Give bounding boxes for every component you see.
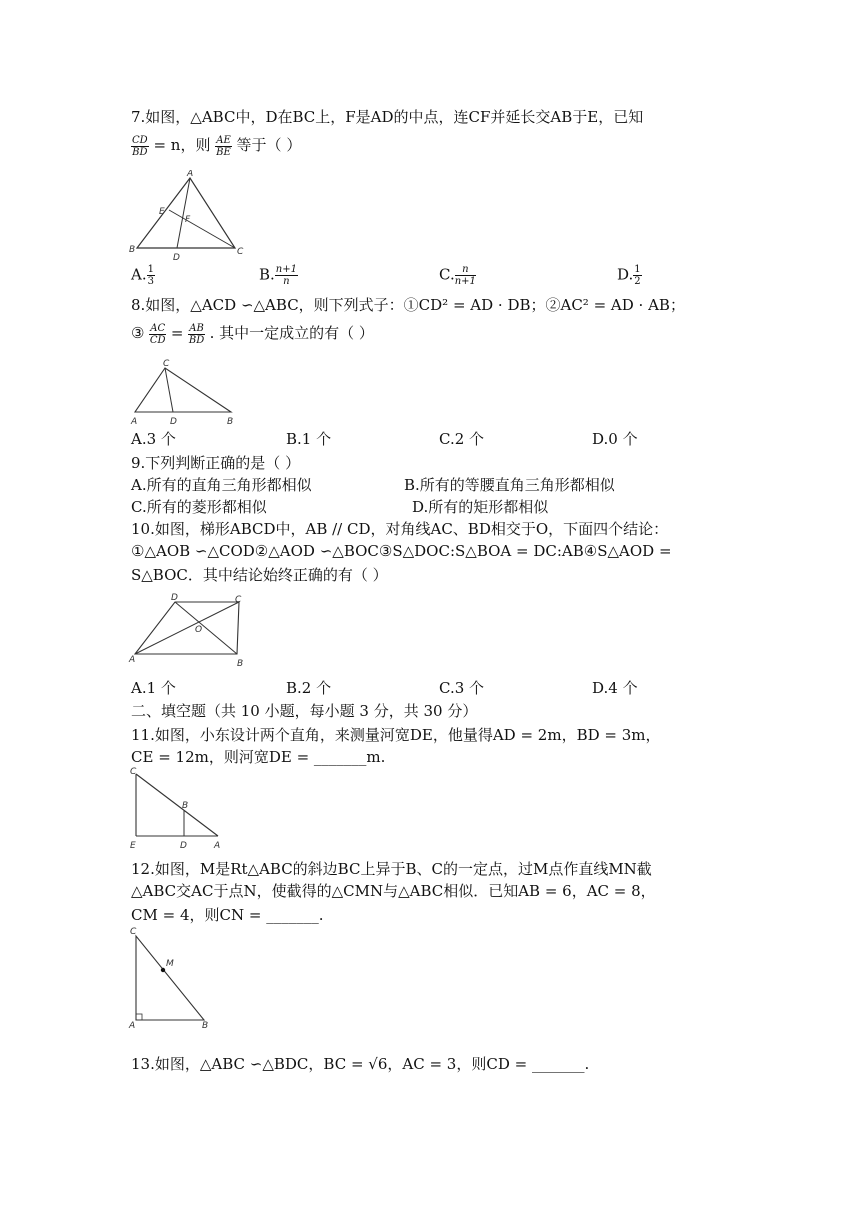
fraction-ab-bd: $\frac{AB}{BD}$ [188, 322, 205, 346]
q9-option-d: D.所有的矩形都相似 [412, 498, 549, 516]
q9-option-c: C.所有的菱形都相似 [131, 498, 267, 516]
q11-line1: 11.如图，小东设计两个直角，来测量河宽DE，他量得AD = 2m，BD = 3m， [131, 726, 661, 744]
q11-figure [126, 764, 236, 852]
q7-option-a: A. $\frac{1}{3}$ [131, 264, 154, 287]
q11-line2: CE = 12m，则河宽DE = _______m. [131, 748, 386, 766]
q7-option-d: D. $\frac{1}{2}$ [617, 264, 641, 287]
svg-text:C: C [163, 359, 170, 369]
q8-option-b: B.1 个 [286, 430, 332, 448]
q10-option-a: A.1 个 [131, 679, 176, 697]
svg-text:D: D [171, 593, 178, 603]
svg-text:B: B [182, 801, 189, 811]
q12-line2: △ABC交AC于点N，使截得的△CMN与△ABC相似．已知AB = 6，AC = 8， [131, 882, 656, 900]
svg-text:D: D [180, 841, 187, 851]
q7-line2 [131, 134, 301, 158]
q9-line1: 9.下列判断正确的是（ ） [131, 454, 301, 472]
svg-text:C: C [130, 767, 137, 777]
q8-option-a: A.3 个 [131, 430, 176, 448]
q7-option-c: C. $\frac{n}{n+1}$ [439, 264, 476, 287]
label-c: C [237, 247, 244, 257]
q13-line1: 13.如图，△ABC ∽△BDC，BC = √6，AC = 3，则CD = _______. [131, 1055, 590, 1073]
section-heading: 二、填空题（共 10 小题，每小题 3 分，共 30 分） [131, 702, 478, 720]
q8-line2: ③ $\frac{AC}{CD}$ = $\frac{AB}{BD}$ . 其中一定成立的有（ ） [131, 322, 374, 346]
q12-line3: CM = 4，则CN = _______. [131, 906, 324, 924]
svg-text:E: E [130, 841, 136, 851]
svg-text:B: B [237, 659, 244, 669]
q10-option-c: C.3 个 [439, 679, 485, 697]
q10-line2: ①△AOB ∽△COD②△AOD ∽△BOC③S△DOC:S△BOA = DC:AB④S△AOD = [131, 542, 672, 560]
q12-right-triangle-figure [126, 924, 226, 1034]
svg-text:B: B [202, 1021, 209, 1031]
svg-text:A: A [131, 417, 138, 427]
q8-option-c: C.2 个 [439, 430, 485, 448]
svg-text:M: M [166, 959, 174, 969]
q7-eq-n: = n，则 [153, 136, 211, 154]
label-f: F [185, 215, 191, 225]
q8-option-d: D.0 个 [592, 430, 638, 448]
fraction-ac-cd: $\frac{AC}{CD}$ [149, 322, 166, 346]
q10-line1: 10.如图，梯形ABCD中，AB // CD，对角线AC、BD相交于O，下面四个结论： [131, 520, 669, 538]
q10-trapezoid-figure [125, 590, 265, 672]
q9-option-b: B.所有的等腰直角三角形都相似 [404, 476, 615, 494]
q7-triangle-figure [125, 170, 250, 260]
q9-option-a: A.所有的直角三角形都相似 [131, 476, 312, 494]
q7-line1: 7.如图，△ABC中，D在BC上，F是AD的中点，连CF并延长交AB于E，已知 [131, 108, 644, 126]
svg-text:C: C [130, 927, 137, 937]
q7-tail: 等于（ ） [236, 136, 302, 154]
svg-text:C: C [235, 595, 242, 605]
q10-option-d: D.4 个 [592, 679, 638, 697]
q8-line1: 8.如图，△ACD ∽△ABC，则下列式子：①CD² = AD · DB；②AC² = AD · AB； [131, 296, 685, 314]
label-a: A [187, 170, 194, 179]
fraction-ae-be: $\frac{AE}{BE}$ [216, 134, 231, 158]
q12-line1: 12.如图，M是Rt△ABC的斜边BC上异于B、C的一定点，过M点作直线MN截 [131, 860, 652, 878]
svg-text:A: A [129, 1021, 136, 1031]
q7-option-b: B. $\frac{n+1}{n}$ [259, 264, 297, 287]
q8-triangle-figure [125, 356, 245, 428]
q10-option-b: B.2 个 [286, 679, 332, 697]
fraction-cd-bd: $\frac{CD}{BD}$ [132, 134, 148, 158]
label-b: B [129, 245, 136, 255]
label-e: E [159, 207, 165, 217]
svg-text:D: D [170, 417, 177, 427]
q10-line3: S△BOC．其中结论始终正确的有（ ） [131, 566, 388, 584]
svg-text:O: O [195, 625, 203, 635]
label-d: D [173, 253, 180, 260]
svg-text:B: B [227, 417, 234, 427]
svg-text:A: A [129, 655, 136, 665]
svg-text:A: A [214, 841, 221, 851]
